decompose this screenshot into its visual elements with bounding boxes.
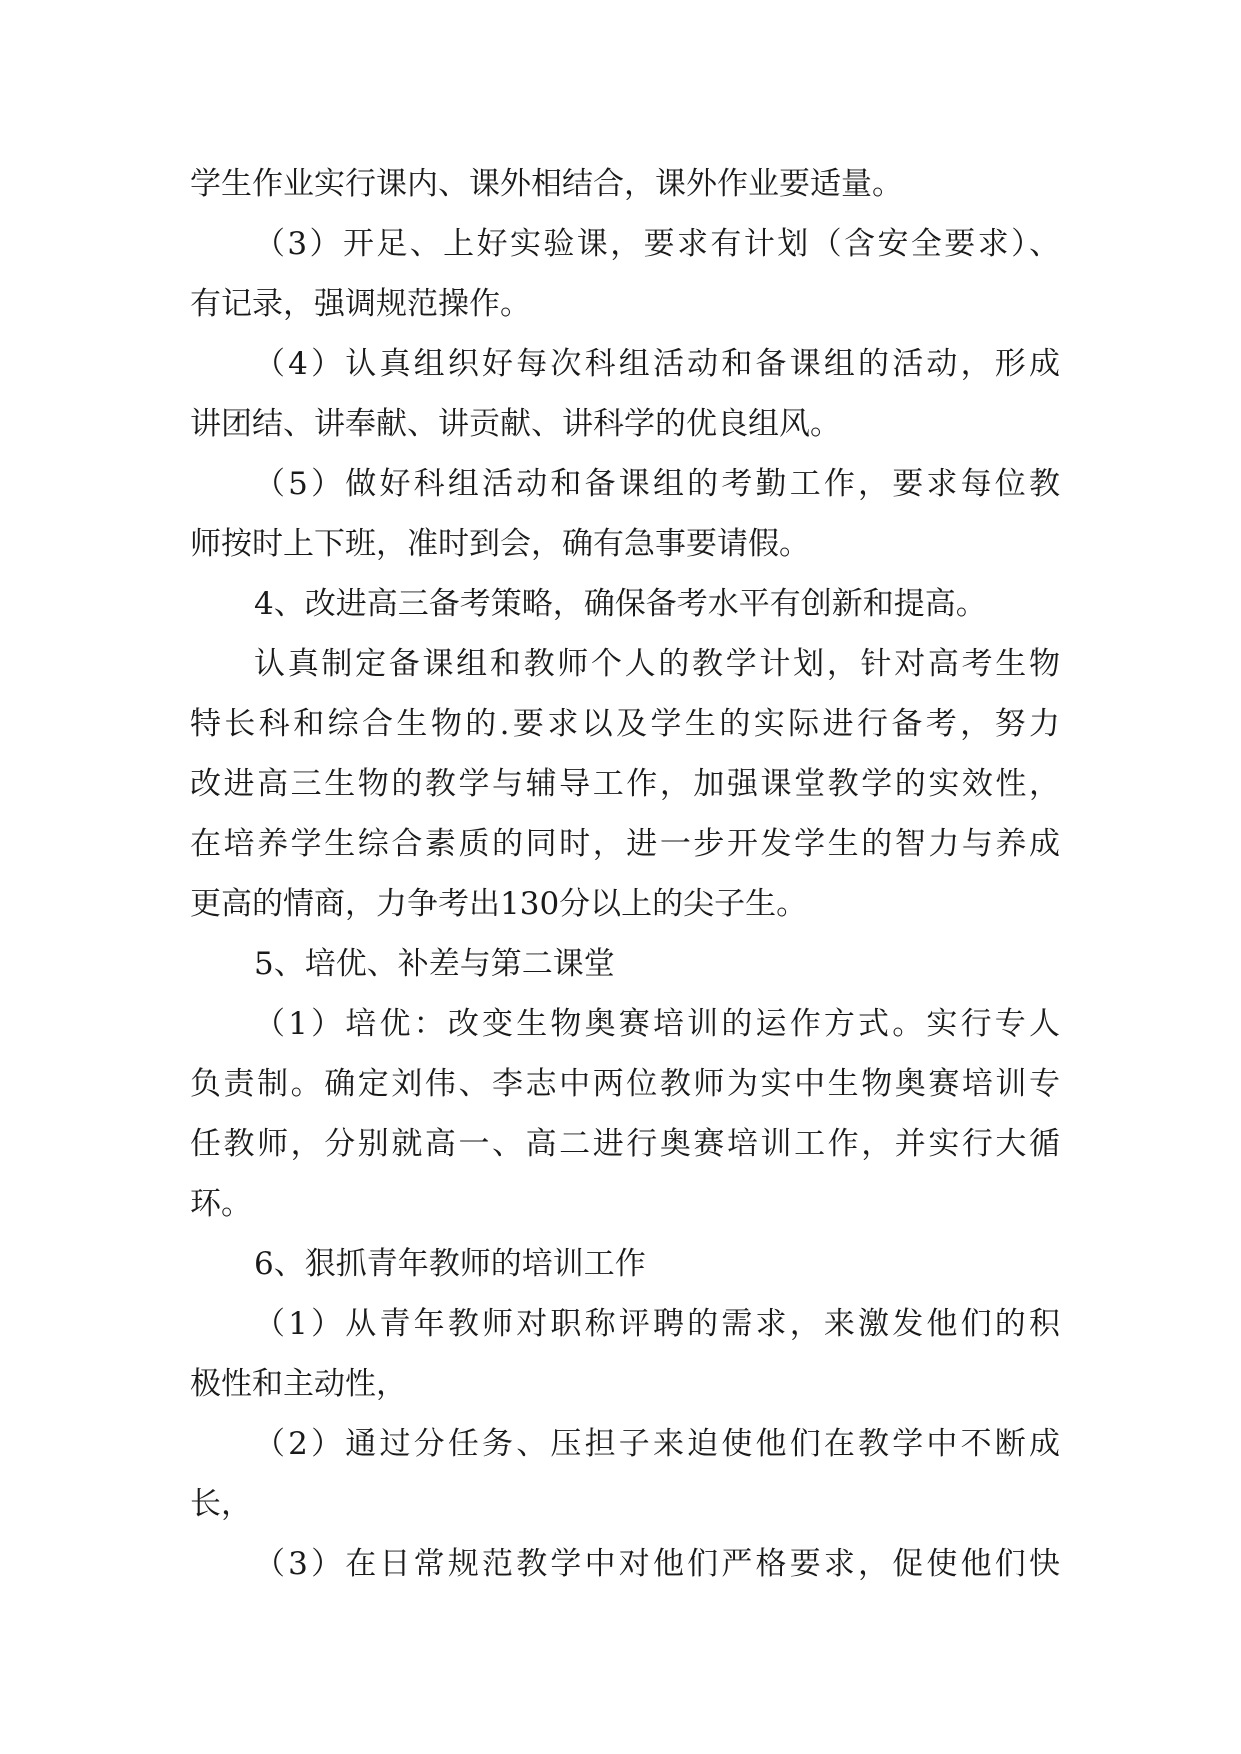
text-line: 负责制。确定刘伟、李志中两位教师为实中生物奥赛培训专 [190,1066,1060,1102]
text-line: 任教师，分别就高一、高二进行奥赛培训工作，并实行大循 [190,1126,1060,1162]
text-line: 在培养学生综合素质的同时，进一步开发学生的智力与养成 [190,826,1060,862]
text-line: 长， [190,1486,252,1522]
text-line: 有记录，强调规范操作。 [190,286,531,322]
text-line: 环。 [190,1186,252,1222]
text-line: 师按时上下班，准时到会，确有急事要请假。 [190,526,810,562]
text-line: 5、培优、补差与第二课堂 [254,946,615,982]
text-line: （1）培优：改变生物奥赛培训的运作方式。实行专人 [254,1006,1060,1042]
text-line: （4）认真组织好每次科组活动和备课组的活动，形成 [254,346,1060,382]
text-line: 改进高三生物的教学与辅导工作，加强课堂教学的实效性， [190,766,1060,802]
text-line: （5）做好科组活动和备课组的考勤工作，要求每位教 [254,466,1060,502]
text-line: （1）从青年教师对职称评聘的需求，来激发他们的积 [254,1306,1060,1342]
text-line: 更高的情商，力争考出130分以上的尖子生。 [190,886,808,922]
text-line: 极性和主动性， [190,1366,407,1402]
text-line: 认真制定备课组和教师个人的教学计划，针对高考生物 [254,646,1060,682]
document-body [190,154,1060,1594]
text-line: 讲团结、讲奉献、讲贡献、讲科学的优良组风。 [190,406,841,442]
text-line: 学生作业实行课内、课外相结合，课外作业要适量。 [190,166,903,202]
text-line: （3）在日常规范教学中对他们严格要求，促使他们快 [254,1546,1060,1582]
text-line: 6、狠抓青年教师的培训工作 [254,1246,646,1282]
text-line: （2）通过分任务、压担子来迫使他们在教学中不断成 [254,1426,1060,1462]
text-line: （3）开足、上好实验课，要求有计划（含安全要求）、 [254,226,1060,262]
text-line: 4、改进高三备考策略，确保备考水平有创新和提高。 [254,586,987,622]
text-line: 特长科和综合生物的.要求以及学生的实际进行备考，努力 [190,706,1060,742]
